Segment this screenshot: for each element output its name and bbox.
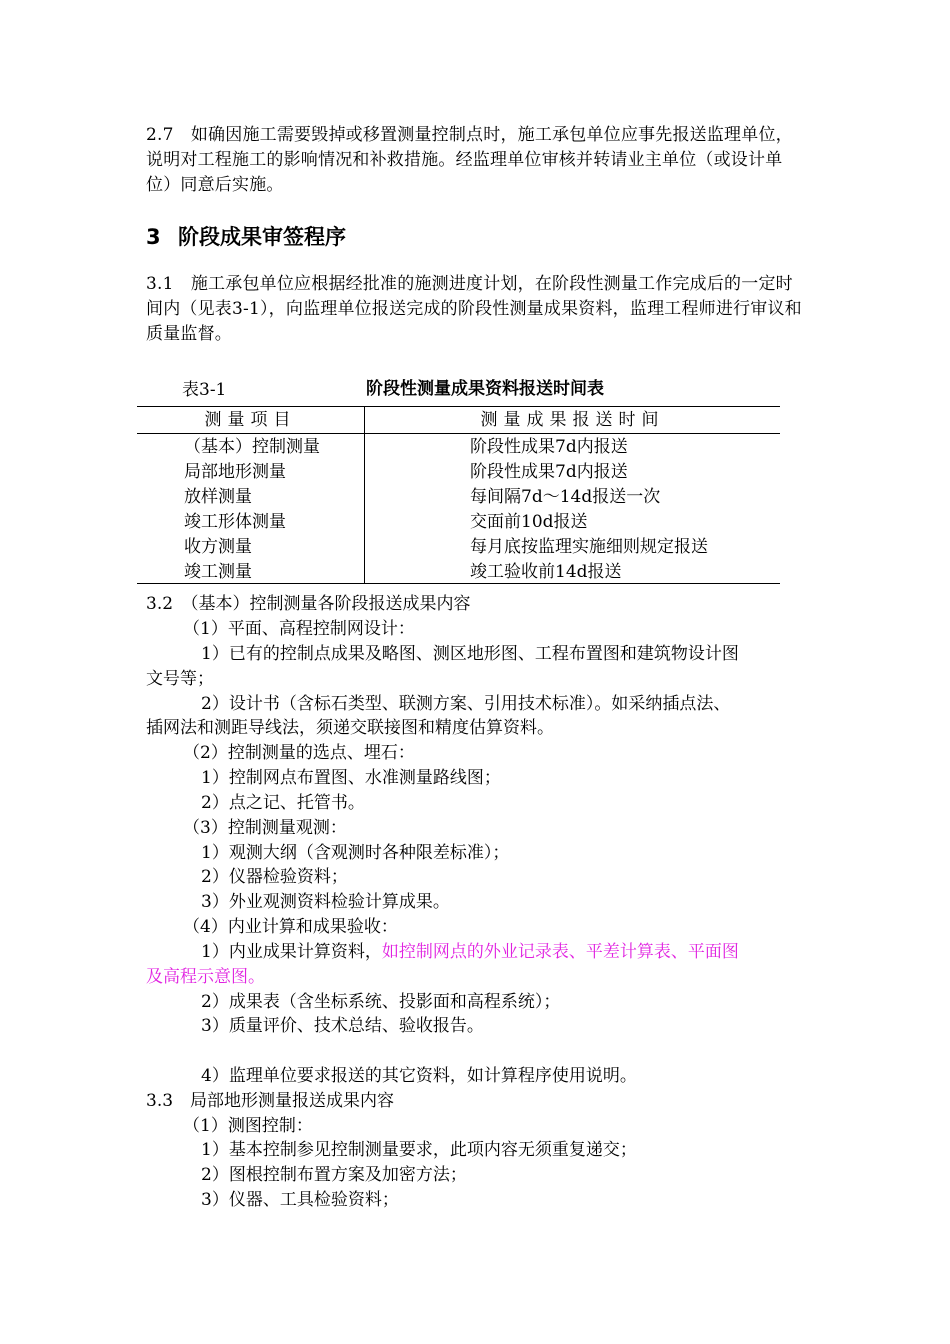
section-3-3-title: 3.3 局部地形测量报送成果内容	[146, 1091, 395, 1111]
table-row	[137, 435, 780, 460]
table-cell-time: 阶段性成果7d内报送	[470, 462, 628, 482]
section-number: 2.7	[146, 125, 174, 145]
table-cell-time: 每间隔7d～14d报送一次	[470, 487, 661, 507]
list-item: 1）观测大纲（含观测时各种限差标准）；	[201, 843, 510, 863]
list-item: 2）点之记、托管书。	[201, 793, 365, 813]
table-cell-item: 局部地形测量	[184, 462, 286, 482]
list-item: 1）已有的控制点成果及略图、测区地形图、工程布置图和建筑物设计图	[201, 644, 739, 664]
table-id: 表3-1	[182, 380, 227, 400]
list-item: 2）设计书（含标石类型、联测方案、引用技术标准）。如采纳插点法、	[201, 694, 731, 714]
table-top-rule	[137, 406, 780, 407]
list-item: （3）控制测量观测：	[183, 818, 347, 838]
list-item: （1）测图控制：	[183, 1116, 313, 1136]
paragraph-text: 施工承包单位应根据经批准的施测进度计划，在阶段性测量工作完成后的一定时间内（见表3-1），向监理单位报送完成的阶段性测量成果资料，监理工程师进行审议和质量监督。	[146, 274, 802, 344]
heading-number: 3	[146, 225, 161, 249]
list-item: 插网法和测距导线法，须递交联接图和精度估算资料。	[146, 718, 554, 738]
table-header-time: 测量成果报送时间	[480, 410, 665, 430]
list-item: 1）基本控制参见控制测量要求，此项内容无须重复递交；	[201, 1140, 637, 1160]
paragraph-text: 如确因施工需要毁掉或移置测量控制点时，施工承包单位应事先报送监理单位，说明对工程施工的影响情况和补救措施。经监理单位审核并转请业主单位（或设计单位）同意后实施。	[146, 125, 793, 195]
list-item: 3）质量评价、技术总结、验收报告。	[201, 1016, 484, 1036]
section-number: 3.1	[146, 274, 174, 294]
table-cell-item: 竣工形体测量	[184, 512, 286, 532]
table-cell-item: （基本）控制测量	[184, 437, 320, 457]
table-row	[137, 535, 780, 560]
table-cell-time: 阶段性成果7d内报送	[470, 437, 628, 457]
schedule-table	[137, 406, 780, 584]
table-header-item: 测量项目	[204, 410, 297, 430]
table-row	[137, 510, 780, 535]
list-item: 文号等；	[146, 669, 214, 689]
paragraph-2-7	[146, 123, 806, 198]
section-3-2-title: 3.2 （基本）控制测量各阶段报送成果内容	[146, 594, 471, 614]
highlighted-text: 及高程示意图。	[146, 967, 265, 987]
list-item: 4）监理单位要求报送的其它资料，如计算程序使用说明。	[201, 1066, 637, 1086]
list-item: （4）内业计算和成果验收：	[183, 917, 398, 937]
table-cell-item: 收方测量	[184, 537, 252, 557]
table-cell-time: 竣工验收前14d报送	[470, 562, 622, 582]
highlighted-text: 如控制网点的外业记录表、平差计算表、平面图	[381, 942, 739, 962]
list-item: 2）仪器检验资料；	[201, 867, 348, 887]
list-item: （1）平面、高程控制网设计：	[183, 619, 415, 639]
table-cell-time: 交面前10d报送	[470, 512, 588, 532]
list-item	[201, 940, 739, 965]
list-item: （2）控制测量的选点、埋石：	[183, 743, 415, 763]
list-item: 3）外业观测资料检验计算成果。	[201, 892, 450, 912]
table-row	[137, 485, 780, 510]
list-item: 1）控制网点布置图、水准测量路线图；	[201, 768, 501, 788]
table-title: 阶段性测量成果资料报送时间表	[366, 379, 604, 399]
table-row	[137, 460, 780, 485]
table-cell-item: 放样测量	[184, 487, 252, 507]
table-cell-item: 竣工测量	[184, 562, 252, 582]
section-heading	[146, 222, 346, 252]
list-item: 3）仪器、工具检验资料；	[201, 1190, 399, 1210]
list-item-text: 1）内业成果计算资料，	[201, 942, 382, 962]
table-row	[137, 560, 780, 585]
list-item: 2）成果表（含坐标系统、投影面和高程系统）；	[201, 992, 561, 1012]
paragraph-3-1	[146, 272, 806, 347]
list-item: 2）图根控制布置方案及加密方法；	[201, 1165, 467, 1185]
table-cell-time: 每月底按监理实施细则规定报送	[470, 537, 708, 557]
table-header-rule	[137, 433, 780, 434]
heading-title: 阶段成果审签程序	[178, 225, 346, 249]
